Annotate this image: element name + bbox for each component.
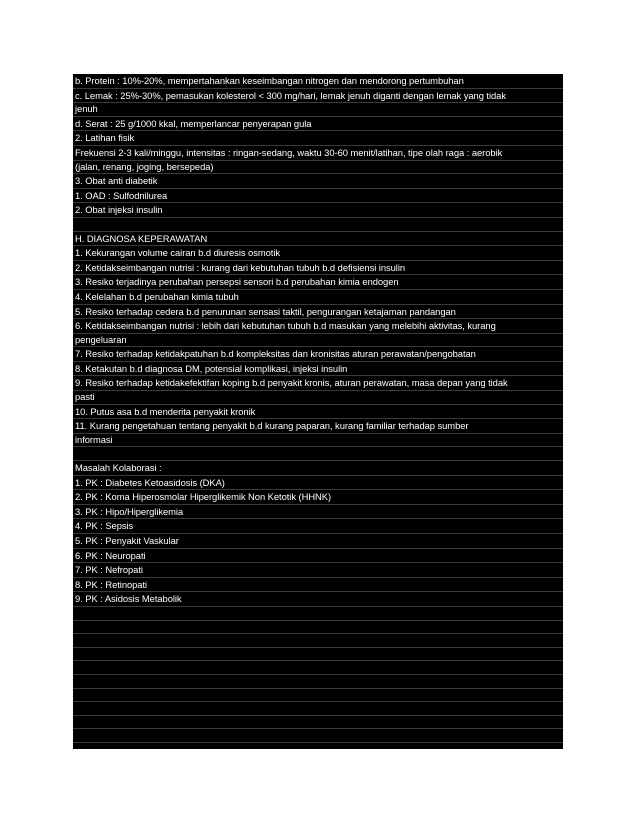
document-row — [73, 376, 563, 404]
document-row — [73, 405, 563, 420]
row-text: 3. Resiko terjadinya perubahan persepsi sensori b.d perubahan kimia endogen — [75, 276, 399, 288]
document-row — [73, 347, 563, 362]
row-text: c. Lemak : 25%-30%, pemasukan kolesterol < 300 mg/hari, lemak jenuh diganti dengan lemak yang tidak — [75, 89, 506, 101]
row-text: 2. PK : Koma Hiperosmolar Hiperglikemik Non Ketotik (HHNK) — [75, 491, 332, 503]
row-text: 2. Obat injeksi insulin — [75, 204, 163, 216]
row-text: 10. Putus asa b.d menderita penyakit kronik — [75, 405, 256, 417]
row-text: 11. Kurang pengetahuan tentang penyakit b.d kurang paparan, kurang familiar terhadap sumber — [75, 420, 469, 432]
document-row — [73, 146, 563, 174]
row-text: 5. Resiko terhadap cedera b.d penurunan sensasi taktil, pengurangan ketajaman pandangan — [75, 305, 456, 317]
row-text: Masalah Kolaborasi : — [75, 462, 162, 474]
empty-row — [73, 648, 563, 662]
row-text: 8. PK : Retinopati — [75, 578, 148, 590]
row-text: 7. PK : Nefropati — [75, 564, 143, 576]
row-text: (jalan, renang, joging, bersepeda) — [75, 160, 561, 174]
document-row — [73, 174, 563, 189]
document-row — [73, 519, 563, 534]
empty-row — [73, 743, 563, 749]
document-row — [73, 89, 563, 117]
document-row — [73, 218, 563, 232]
row-text: 1. OAD : Sulfodnilurea — [75, 189, 168, 201]
document-row — [73, 246, 563, 261]
document-row — [73, 117, 563, 132]
row-text: 4. PK : Sepsis — [75, 520, 134, 532]
row-text: H. DIAGNOSA KEPERAWATAN — [75, 232, 208, 244]
document-row — [73, 189, 563, 204]
row-text: 2. Ketidakseimbangan nutrisi : kurang dari kebutuhan tubuh b.d defisiensi insulin — [75, 261, 406, 273]
spreadsheet-document — [73, 74, 563, 749]
row-text: Frekuensi 2-3 kali/minggu, intensitas : ringan-sedang, waktu 30-60 menit/latihan, tipe olah raga : aerobik — [75, 146, 503, 158]
row-text: d. Serat : 25 g/1000 kkal, memperlancar penyerapan gula — [75, 117, 312, 129]
row-text: 4. Kelelahan b.d perubahan kimia tubuh — [75, 290, 239, 302]
row-text: jenuh — [75, 102, 561, 116]
empty-row — [73, 716, 563, 730]
document-row — [73, 534, 563, 549]
row-text: 5. PK : Penyakit Vaskular — [75, 535, 179, 546]
row-text: 6. PK : Neuropati — [75, 549, 146, 561]
row-text: 9. Resiko terhadap ketidakefektifan koping b.d penyakit kronis, aturan perawatan, masa depan yang tidak — [75, 377, 508, 389]
empty-row — [73, 607, 563, 621]
document-row — [73, 592, 563, 607]
empty-row — [73, 729, 563, 743]
row-text: 9. PK : Asidosis Metabolik — [75, 593, 182, 605]
document-row — [73, 476, 563, 491]
document-row — [73, 362, 563, 377]
document-row — [73, 447, 563, 461]
row-text: pengeluaran — [75, 333, 561, 347]
empty-row — [73, 675, 563, 689]
empty-row — [73, 702, 563, 716]
document-row — [73, 203, 563, 218]
row-text: 1. Kekurangan volume cairan b.d diuresis osmotik — [75, 247, 280, 259]
document-row — [73, 549, 563, 564]
row-text: 1. PK : Diabetes Ketoasidosis (DKA) — [75, 476, 225, 488]
document-row — [73, 505, 563, 520]
document-row — [73, 563, 563, 578]
row-text: informasi — [75, 433, 561, 447]
document-row — [73, 305, 563, 320]
document-row — [73, 461, 563, 476]
document-row — [73, 319, 563, 347]
empty-row — [73, 634, 563, 648]
empty-row — [73, 689, 563, 703]
document-row — [73, 131, 563, 146]
document-row — [73, 419, 563, 447]
document-row — [73, 290, 563, 305]
empty-row — [73, 621, 563, 635]
row-text: 6. Ketidakseimbangan nutrisi : lebih dari kebutuhan tubuh b.d masukan yang melebihi aktivitas, kurang — [75, 320, 496, 332]
row-text: 7. Resiko terhadap ketidakpatuhan b.d kompleksitas dan kronisitas aturan perawatan/pengobatan — [75, 348, 476, 360]
document-row — [73, 74, 563, 89]
row-text: 3. Obat anti diabetik — [75, 175, 158, 187]
row-text: 3. PK : Hipo/Hiperglikemia — [75, 505, 184, 517]
document-row — [73, 275, 563, 290]
row-text: pasti — [75, 390, 561, 404]
row-text: 2. Latihan fisik — [75, 132, 135, 144]
empty-row — [73, 661, 563, 675]
document-row — [73, 261, 563, 276]
document-row — [73, 232, 563, 247]
document-row — [73, 490, 563, 505]
document-row — [73, 578, 563, 593]
row-text: 8. Ketakutan b.d diagnosa DM, potensial komplikasi, injeksi insulin — [75, 362, 348, 374]
row-text: b. Protein : 10%-20%, mempertahankan keseimbangan nitrogen dan mendorong pertumbuhan — [75, 75, 464, 86]
